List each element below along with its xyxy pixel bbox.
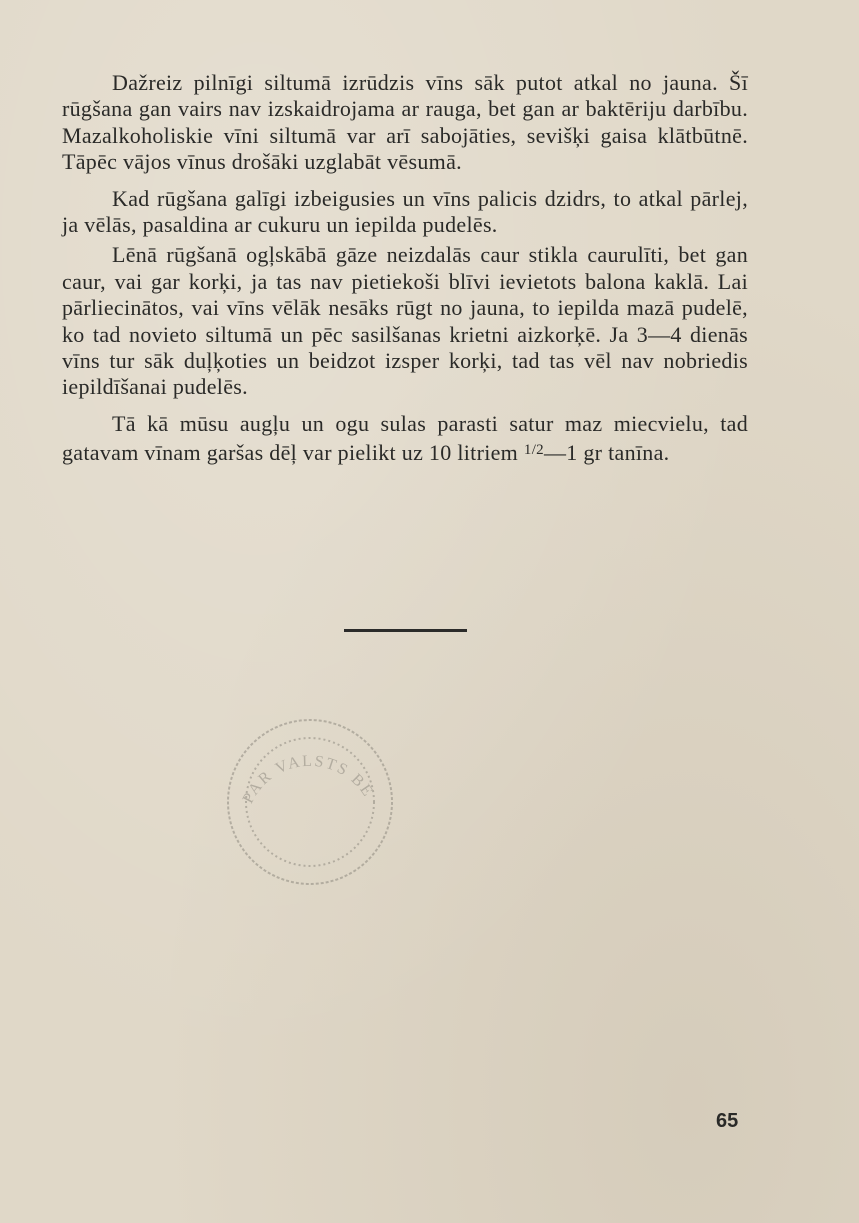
paragraph-1: Dažreiz pilnīgi siltumā izrūdzis vīns sāk putot atkal no jauna. Šī rūgšana gan vairs nav izskaidrojama ar rauga, bet gan ar baktēriju darbību. Mazalkoholiskie vīni siltumā var arī sabojāties, sevišķi gaisa klātbūtnē. Tāpēc vājos vīnus drošāki uzglabāt vēsumā.: [62, 70, 748, 175]
section-divider: [344, 629, 467, 632]
library-stamp: [222, 714, 398, 890]
body-text: [62, 70, 748, 467]
page-number: 65: [716, 1110, 739, 1132]
paragraph-4: [62, 411, 748, 467]
paragraph-4-tail: —1 gr tanīna.: [543, 440, 670, 466]
fraction: 1/2: [523, 442, 544, 459]
paragraph-3: Lēnā rūgšanā ogļskābā gāze neizdalās caur stikla caurulīti, bet gan caur, vai gar korķi, ja tas nav pietiekoši blīvi ievietots balona kaklā. Lai pārliecinātos, vai vīns vēlāk nesāks rūgt no jauna, to iepilda mazā pudelē, ko tad novieto siltumā un pēc sasilšanas krietni aizkorķē. Ja 3—4 dienās vīns tur sāk duļķoties un beidzot izsper korķi, tad tas vēl nav nobriedis iepildīšanai pudelēs.: [62, 242, 748, 400]
stamp-text: PAR VALSTS BE: [239, 752, 377, 807]
paragraph-4-text: Tā kā mūsu augļu un ogu sulas parasti satur maz miecvielu, tad gatavam vīnam garšas dēļ var pielikt uz 10 litriem: [62, 410, 748, 466]
paragraph-2: Kad rūgšana galīgi izbeigusies un vīns palicis dzidrs, to atkal pārlej, ja vēlās, pasaldina ar cukuru un iepilda pudelēs.: [62, 185, 748, 238]
